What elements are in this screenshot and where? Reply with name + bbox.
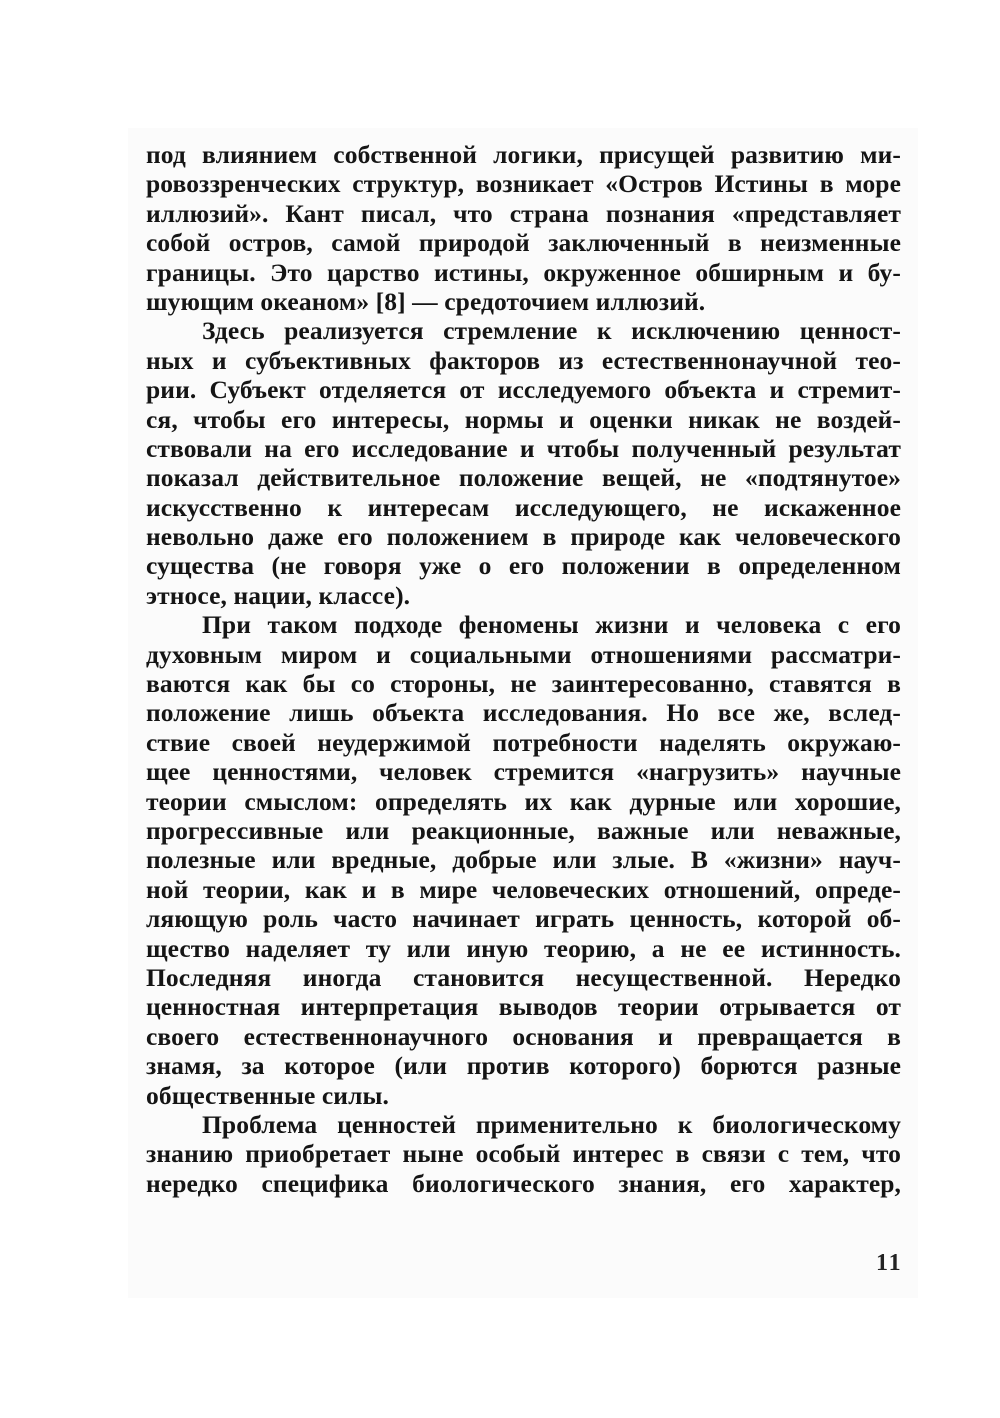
text-line: общественные силы. bbox=[146, 1080, 389, 1110]
text-line: Проблема ценностей применительно к биологическому bbox=[202, 1109, 901, 1139]
text-line: знамя, за которое (или против которого) борются разные bbox=[146, 1051, 901, 1081]
paragraph-1 bbox=[146, 140, 901, 316]
text-line: ровоззренческих структур, возникает «Остров Истины в море bbox=[146, 169, 901, 199]
text-line: своего естественнонаучного основания и превращается в bbox=[146, 1021, 901, 1051]
text-line: положение лишь объекта исследования. Но все же, вслед- bbox=[146, 698, 901, 728]
paragraph-4 bbox=[146, 1110, 901, 1198]
text-line: ствовали на его исследование и чтобы полученный результат bbox=[146, 433, 901, 463]
text-line: теории смыслом: определять их как дурные или хорошие, bbox=[146, 786, 901, 816]
text-line: ся, чтобы его интересы, нормы и оценки никак не воздей- bbox=[146, 404, 901, 434]
text-line: прогрессивные или реакционные, важные или неважные, bbox=[146, 815, 901, 845]
text-line: этносе, нации, классе). bbox=[146, 580, 411, 610]
text-line: полезные или вредные, добрые или злые. В «жизни» науч- bbox=[146, 845, 901, 875]
body-text bbox=[146, 140, 901, 1198]
text-line: При таком подходе феномены жизни и человека с его bbox=[202, 610, 901, 640]
text-line: ляющую роль часто начинает играть ценность, которой об- bbox=[146, 904, 901, 934]
text-line: шующим океаном» [8] — средоточием иллюзий. bbox=[146, 286, 706, 316]
text-line: показал действительное положение вещей, не «подтянутое» bbox=[146, 463, 901, 493]
text-line: ных и субъективных факторов из естественнонаучной тео- bbox=[146, 345, 901, 375]
paragraph-3 bbox=[146, 610, 901, 1110]
paragraph-2 bbox=[146, 316, 901, 610]
text-line: духовным миром и социальными отношениями рассматри- bbox=[146, 639, 901, 669]
text-line: границы. Это царство истины, окруженное обширным и бу- bbox=[146, 257, 901, 287]
text-line: под влиянием собственной логики, присущей развитию ми- bbox=[146, 140, 901, 169]
text-line: иллюзий». Кант писал, что страна познания «представляет bbox=[146, 198, 901, 228]
text-line: знанию приобретает ныне особый интерес в связи с тем, что bbox=[146, 1139, 901, 1169]
text-line: ценностная интерпретация выводов теории отрывается от bbox=[146, 992, 901, 1022]
text-line: ваются как бы со стороны, не заинтересованно, ставятся в bbox=[146, 669, 901, 699]
text-line: собой остров, самой природой заключенный в неизменные bbox=[146, 228, 901, 258]
text-line: нередко специфика биологического знания, его характер, bbox=[146, 1168, 901, 1198]
text-line: щество наделяет ту или иную теорию, а не ее истинность. bbox=[146, 933, 901, 963]
text-line: искусственно к интересам исследующего, не искаженное bbox=[146, 492, 901, 522]
text-line: щее ценностями, человек стремится «нагрузить» научные bbox=[146, 757, 901, 787]
page-number: 11 bbox=[876, 1250, 903, 1276]
text-line: рии. Субъект отделяется от исследуемого объекта и стремит- bbox=[146, 375, 901, 405]
text-line: невольно даже его положением в природе как человеческого bbox=[146, 522, 901, 552]
text-line: Последняя иногда становится несущественной. Нередко bbox=[146, 962, 901, 992]
text-line: Здесь реализуется стремление к исключению ценност- bbox=[202, 316, 901, 346]
text-line: ствие своей неудержимой потребности наделять окружаю- bbox=[146, 727, 901, 757]
text-line: существа (не говоря уже о его положении в определенном bbox=[146, 551, 901, 581]
text-line: ной теории, как и в мире человеческих отношений, опреде- bbox=[146, 874, 901, 904]
